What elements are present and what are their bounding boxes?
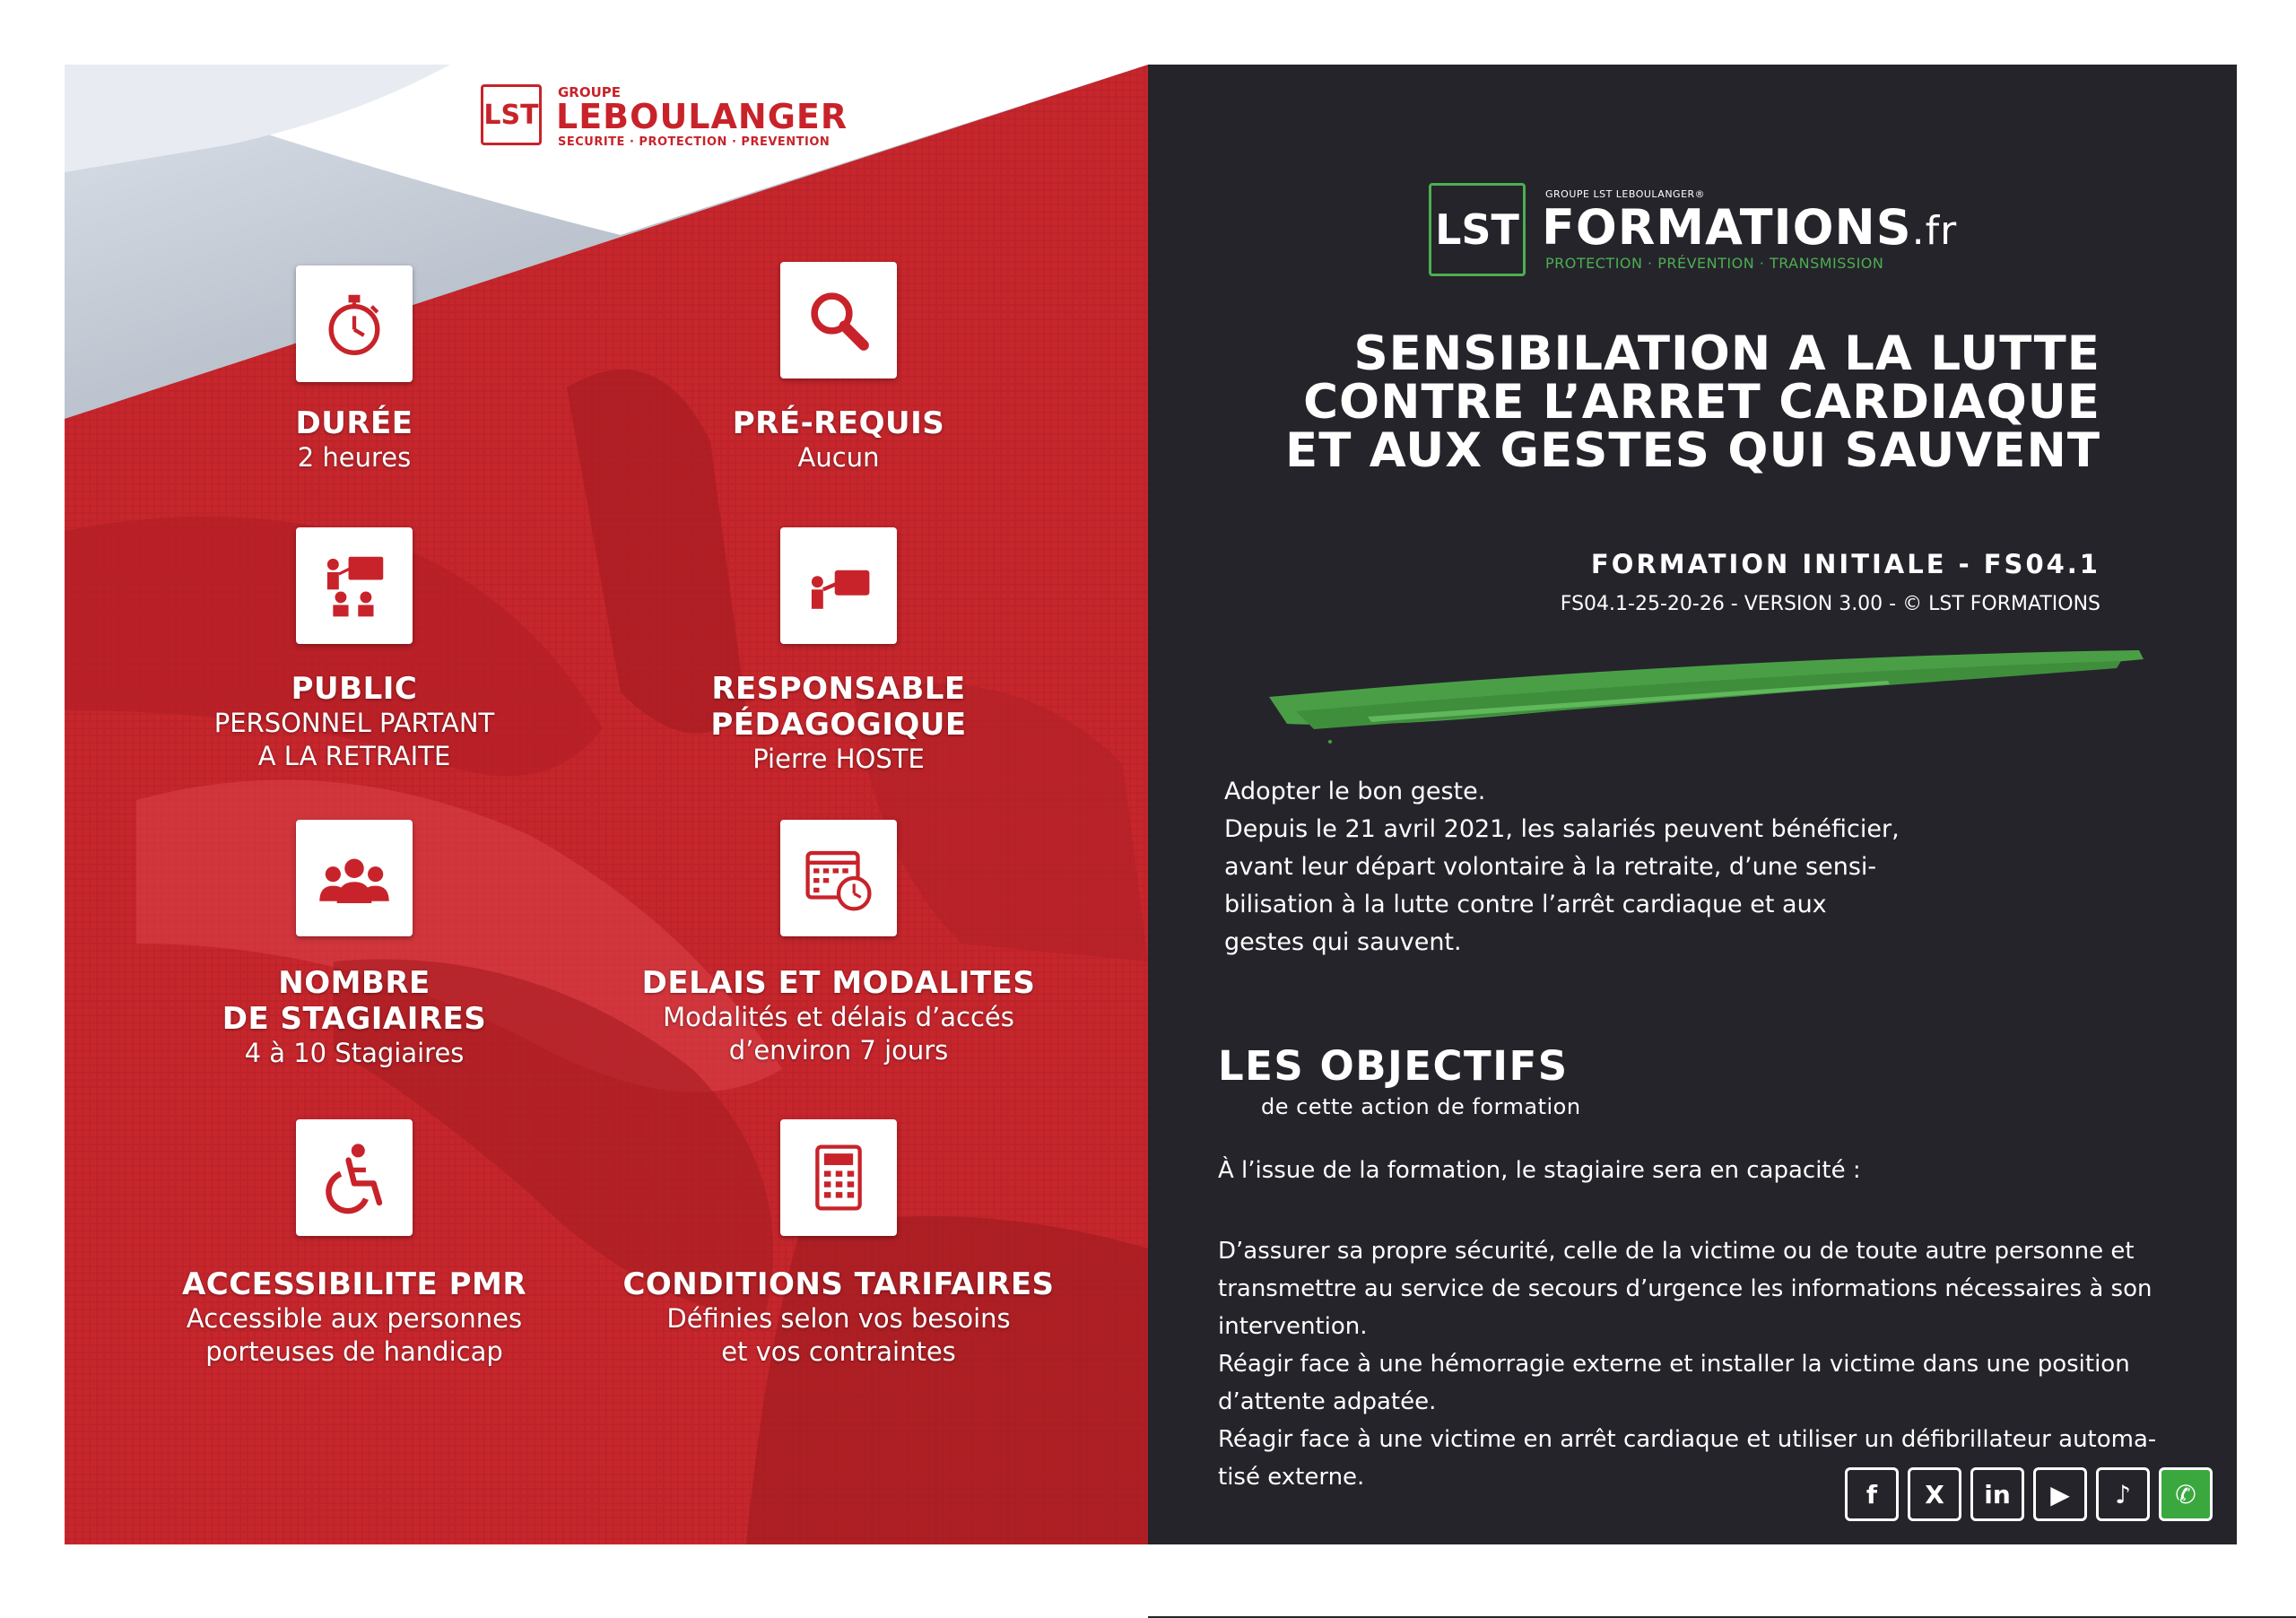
groupe-leboulanger-logo: [481, 75, 875, 165]
intro-line: Adopter le bon geste.: [1224, 778, 1486, 805]
x-twitter-icon[interactable]: [1908, 1467, 1961, 1521]
linkedin-glyph: in: [1984, 1479, 2011, 1509]
feature-prerequis: [587, 405, 1090, 474]
feature-accessibilite: [103, 1266, 605, 1369]
lst-logo-name-text: FORMATIONS: [1542, 199, 1912, 256]
title-line: CONTRE L’ARRET CARDIAQUE: [1303, 375, 2100, 430]
feature-conditions-tarifaires: [587, 1266, 1090, 1369]
objective-line: transmettre au service de secours d’urgence les informations nécessaires à son: [1218, 1275, 2152, 1302]
magnifier-icon: [780, 262, 897, 378]
teacher-audience-icon: [296, 527, 413, 644]
right-panel: [1148, 65, 2237, 1544]
objectives-subheading: de cette action de formation: [1261, 1094, 1581, 1119]
objective-line: tisé externe.: [1218, 1464, 1365, 1491]
feature-value: PERSONNEL PARTANT A LA RETRAITE: [213, 708, 495, 771]
intro-line: avant leur départ volontaire à la retraite, d’une sensi-: [1224, 853, 1877, 881]
feature-value: 4 à 10 Stagiaires: [244, 1038, 465, 1068]
x-glyph: X: [1925, 1479, 1944, 1509]
intro-text: [1224, 773, 1906, 961]
facebook-glyph: f: [1866, 1479, 1878, 1509]
tiktok-icon[interactable]: [2096, 1467, 2150, 1521]
groupe-logo-tagline: SECURITE · PROTECTION · PREVENTION: [558, 135, 831, 149]
linkedin-icon[interactable]: [1970, 1467, 2024, 1521]
feature-value: Pierre HOSTE: [752, 744, 925, 774]
document-reference: FS04.1-25-20-26 - VERSION 3.00 - © LST FORMATIONS: [1560, 593, 2100, 615]
lst-formations-logo: [1429, 183, 1967, 282]
left-panel: [65, 65, 1148, 1544]
feature-title: DELAIS ET MODALITES: [641, 965, 1036, 1001]
lst-logo-groupe: GROUPE LST LEBOULANGER®: [1545, 188, 1706, 200]
intro-line: bilisation à la lutte contre l’arrêt cardiaque et aux: [1224, 891, 1827, 918]
calculator-icon: [780, 1119, 897, 1236]
presenter-board-icon: [780, 527, 897, 644]
intro-line: Depuis le 21 avril 2021, les salariés peuvent bénéficier,: [1224, 815, 1900, 843]
feature-title: PRÉ-REQUIS: [732, 405, 945, 441]
feature-value: Accessible aux personnes porteuses de handicap: [186, 1303, 523, 1367]
page-title: [1204, 326, 2100, 478]
lst-logo-box: LST: [1429, 183, 1526, 276]
objective-line: D’assurer sa propre sécurité, celle de la victime ou de toute autre personne et: [1218, 1238, 2135, 1265]
group-people-icon: [296, 820, 413, 936]
youtube-icon[interactable]: [2033, 1467, 2087, 1521]
feature-title: NOMBRE DE STAGIAIRES: [222, 965, 487, 1037]
objective-line: intervention.: [1218, 1313, 1368, 1340]
facebook-icon[interactable]: [1845, 1467, 1899, 1521]
feature-nombre-stagiaires: [103, 965, 605, 1070]
wheelchair-icon: [296, 1119, 413, 1236]
whatsapp-icon[interactable]: [2159, 1467, 2213, 1521]
stopwatch-icon: [296, 265, 413, 382]
feature-value: Définies selon vos besoins et vos contraintes: [666, 1303, 1011, 1367]
intro-line: gestes qui sauvent.: [1224, 928, 1462, 956]
tiktok-glyph: ♪: [2115, 1479, 2131, 1509]
feature-title: PUBLIC: [291, 671, 418, 707]
formation-subtitle: FORMATION INITIALE - FS04.1: [1590, 549, 2100, 579]
feature-public: [103, 671, 605, 773]
feature-title: RESPONSABLE PÉDAGOGIQUE: [710, 671, 967, 743]
whatsapp-glyph: ✆: [2175, 1479, 2196, 1509]
feature-title: DURÉE: [295, 405, 413, 441]
calendar-clock-icon: [780, 820, 897, 936]
objectives-lead: À l’issue de la formation, le stagiaire sera en capacité :: [1218, 1157, 1861, 1184]
green-brush-stroke: [1260, 634, 2157, 751]
title-line: SENSIBILATION A LA LUTTE: [1353, 326, 2100, 381]
feature-duree: [103, 405, 605, 474]
youtube-glyph: ▶: [2050, 1479, 2070, 1509]
feature-title: CONDITIONS TARIFAIRES: [622, 1266, 1055, 1302]
social-links: [1845, 1467, 2213, 1521]
groupe-logo-box: LST: [481, 84, 542, 145]
lst-logo-name: [1542, 199, 1957, 256]
objective-line: Réagir face à une victime en arrêt cardiaque et utiliser un défibrillateur automa-: [1218, 1426, 2157, 1453]
groupe-logo-name: LEBOULANGER: [556, 97, 848, 136]
objective-line: d’attente adpatée.: [1218, 1388, 1437, 1415]
lst-logo-tagline: PROTECTION · PRÉVENTION · TRANSMISSION: [1545, 255, 1884, 272]
feature-value: Modalités et délais d’accés d’environ 7 jours: [663, 1002, 1014, 1066]
lst-logo-suffix: .fr: [1911, 208, 1958, 254]
objectives-heading: LES OBJECTIFS: [1218, 1042, 1569, 1090]
objective-line: Réagir face à une hémorragie externe et installer la victime dans une position: [1218, 1351, 2130, 1378]
feature-value: 2 heures: [297, 442, 412, 473]
objectives-list: [1218, 1232, 2169, 1496]
title-line: ET AUX GESTES QUI SAUVENT: [1285, 423, 2100, 478]
feature-responsable: [587, 671, 1090, 776]
feature-title: ACCESSIBILITE PMR: [181, 1266, 527, 1302]
feature-delais: [587, 965, 1090, 1067]
feature-value: Aucun: [797, 442, 880, 473]
groupe-logo-groupe: GROUPE: [558, 84, 622, 100]
